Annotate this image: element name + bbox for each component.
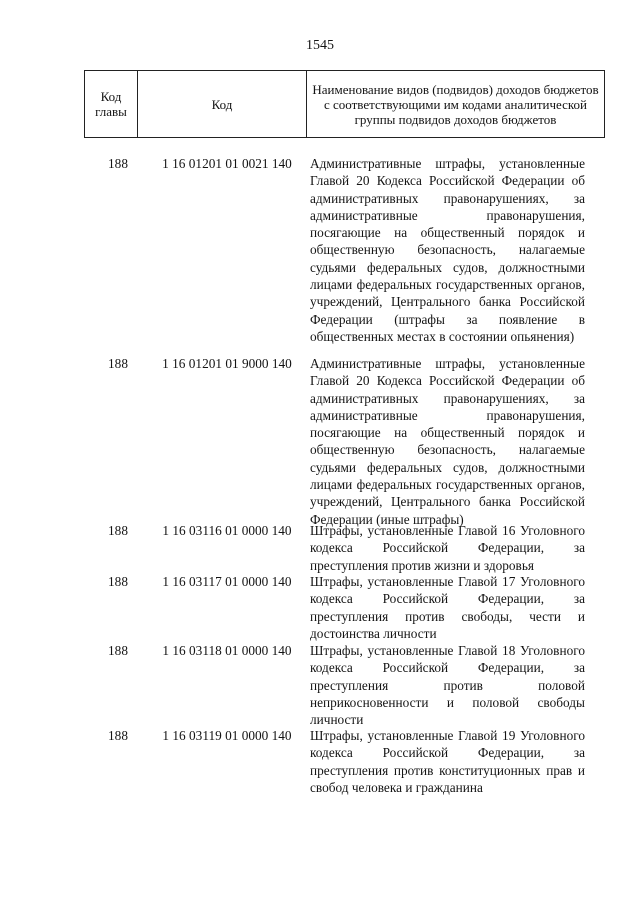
revenue-code: 1 16 03116 01 0000 140 xyxy=(162,523,292,538)
chapter-code: 188 xyxy=(108,574,128,589)
revenue-code: 1 16 01201 01 0021 140 xyxy=(162,156,292,171)
revenue-code: 1 16 01201 01 9000 140 xyxy=(162,356,292,371)
revenue-name: Штрафы, установленные Главой 19 Уголовного кодекса Российской Федерации, за преступления против конституционных прав и свобод человека и гражданина xyxy=(310,728,585,795)
revenue-name: Штрафы, установленные Главой 16 Уголовного кодекса Российской Федерации, за преступления против жизни и здоровья xyxy=(310,523,585,573)
revenue-code: 1 16 03119 01 0000 140 xyxy=(162,728,292,743)
header-name: Наименование видов (подвидов) доходов бюджетов с соответствующими им кодами аналитической группы подвидов доходов бюджетов xyxy=(307,71,605,138)
chapter-code: 188 xyxy=(108,356,128,371)
chapter-code: 188 xyxy=(108,523,128,538)
chapter-code: 188 xyxy=(108,156,128,171)
revenue-code: 1 16 03118 01 0000 140 xyxy=(162,643,292,658)
chapter-code: 188 xyxy=(108,728,128,743)
revenue-name: Штрафы, установленные Главой 18 Уголовного кодекса Российской Федерации, за преступления против половой неприкосновенности и половой свободы личности xyxy=(310,643,585,728)
revenue-code: 1 16 03117 01 0000 140 xyxy=(162,574,292,589)
revenue-name: Штрафы, установленные Главой 17 Уголовного кодекса Российской Федерации, за преступления против свободы, чести и достоинства личности xyxy=(310,574,585,641)
header-chapter-code: Код главы xyxy=(85,71,138,138)
header-code: Код xyxy=(138,71,307,138)
page-number: 1545 xyxy=(306,38,334,53)
chapter-code: 188 xyxy=(108,643,128,658)
table-header xyxy=(84,70,605,138)
revenue-name: Административные штрафы, установленные Главой 20 Кодекса Российской Федерации об административных правонарушениях, за административные правонарушения, посягающие на общественный порядок и общественную безопасность, налагаемые судьями федеральных судов, должностными лицами федеральных государственных органов, учреждений, Центрального банка Российской Федерации (штрафы за появление в общественных местах в состоянии опьянения) xyxy=(310,156,585,344)
revenue-name: Административные штрафы, установленные Главой 20 Кодекса Российской Федерации об административных правонарушениях, за административные правонарушения, посягающие на общественный порядок и общественную безопасность, налагаемые судьями федеральных судов, должностными лицами федеральных государственных органов, учреждений, Центрального банка Российской Федерации (иные штрафы) xyxy=(310,356,585,527)
